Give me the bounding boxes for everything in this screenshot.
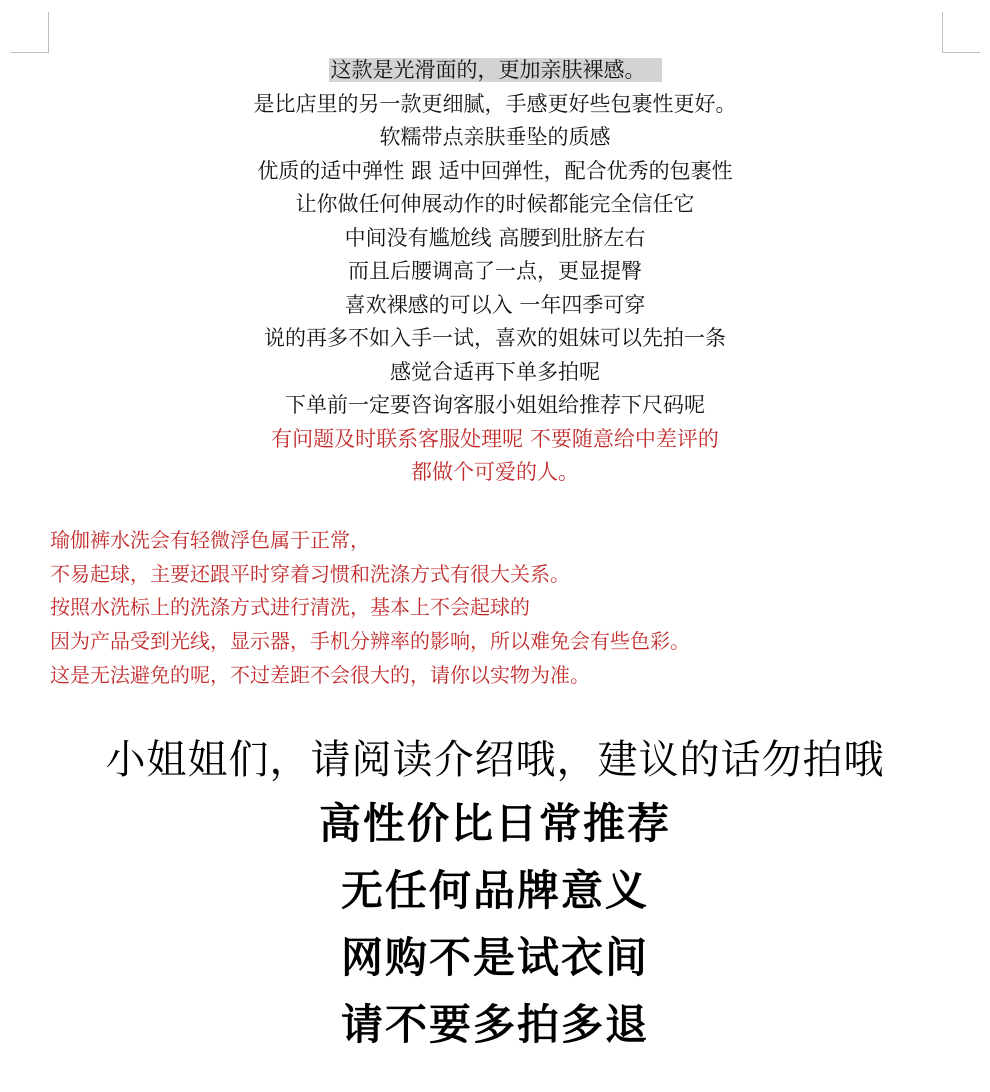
intro-line: 是比店里的另一款更细腻，手感更好些包裹性更好。 xyxy=(253,91,737,116)
intro-line: 说的再多不如入手一试，喜欢的姐妹可以先拍一条 xyxy=(264,326,726,350)
slogan-lead-line: 小姐姐们，请阅读介绍哦，建议的话勿拍哦 xyxy=(105,737,885,783)
slogan-line: 请不要多拍多退 xyxy=(340,1000,649,1049)
intro-line: 中间没有尴尬线 高腰到肚脐左右 xyxy=(344,225,646,250)
intro-line-red: 有问题及时联系客服处理呢 不要随意给中差评的 xyxy=(271,426,719,451)
notice-line: 这是无法避免的呢，不过差距不会很大的，请你以实物为准。 xyxy=(50,662,590,687)
page-corner-mark-top-left xyxy=(10,12,50,54)
intro-line: 而且后腰调高了一点，更显提臀 xyxy=(348,259,642,283)
notice-line: 瑜伽裤水洗会有轻微浮色属于正常， xyxy=(50,528,370,552)
intro-line-red: 都做个可爱的人。 xyxy=(411,460,579,484)
page-corner-mark-top-right xyxy=(940,12,980,54)
notice-line: 不易起球，主要还跟平时穿着习惯和洗涤方式有很大关系。 xyxy=(50,561,570,586)
intro-line: 下单前一定要咨询客服小姐姐给推荐下尺码呢 xyxy=(285,393,705,417)
intro-line-highlighted xyxy=(0,54,990,88)
selected-text-highlight[interactable]: 这款是光滑面的，更加亲肤裸感。 xyxy=(329,58,662,82)
slogan-line: 网购不是试衣间 xyxy=(340,933,649,982)
slogan-block xyxy=(0,730,990,1058)
slogan-line: 无任何品牌意义 xyxy=(340,866,649,915)
intro-line: 喜欢裸感的可以入 一年四季可穿 xyxy=(344,292,646,317)
intro-line: 软糯带点亲肤垂坠的质感 xyxy=(379,125,611,149)
care-notice-paragraph xyxy=(50,524,950,692)
intro-paragraph xyxy=(0,54,990,490)
intro-line: 让你做任何伸展动作的时候都能完全信任它 xyxy=(295,192,695,216)
notice-line: 因为产品受到光线，显示器，手机分辨率的影响，所以难免会有些色彩。 xyxy=(50,629,690,654)
slogan-line: 高性价比日常推荐 xyxy=(318,799,671,848)
intro-line: 优质的适中弹性 跟 适中回弹性，配合优秀的包裹性 xyxy=(257,158,733,183)
intro-line: 感觉合适再下单多拍呢 xyxy=(390,359,600,384)
notice-line: 按照水洗标上的洗涤方式进行清洗，基本上不会起球的 xyxy=(50,595,530,620)
